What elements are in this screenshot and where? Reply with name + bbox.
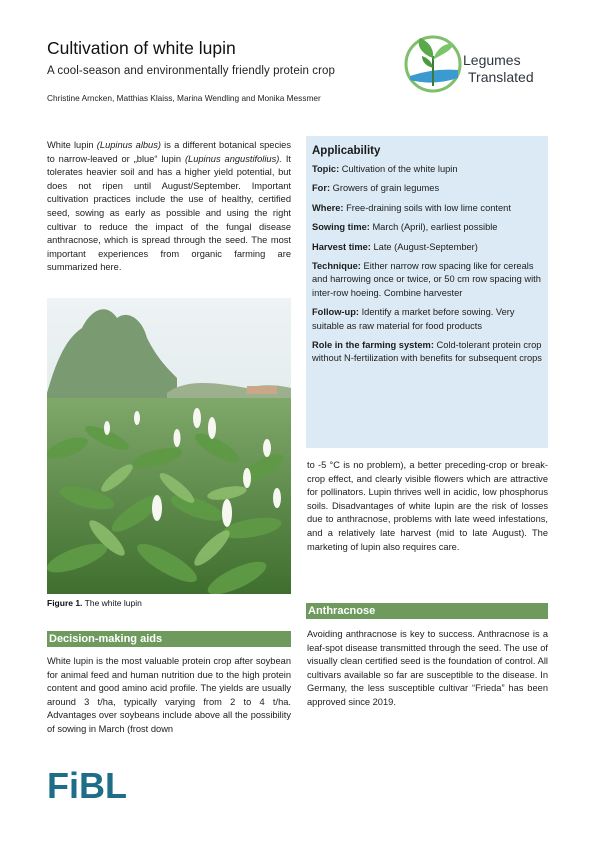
white-lupin-photo [47, 298, 291, 594]
applicability-item-technique: Technique: Either narrow row spacing like for cereals and harrowing once or twice, or 50 cm row spacing with inter-row hoeing. Combine harvester [312, 261, 541, 298]
applicability-item-follow-up: Follow-up: Identify a market before sowing. Very suitable as raw material for food products [312, 307, 515, 331]
logo-text-legumes: Legumes [463, 52, 521, 68]
authors-line: Christine Arncken, Matthias Klaiss, Marina Wendling and Monika Messmer [47, 93, 321, 103]
page-subtitle: A cool-season and environmentally friendly protein crop [47, 65, 336, 77]
intro-paragraph [47, 139, 291, 275]
intro-text-2: is a different botanical species to narrow-leaved or „blue“ lupin [47, 140, 291, 164]
intro-latin-name-1: (Lupinus albus) [96, 140, 161, 150]
applicability-title: Applicability [312, 145, 381, 157]
intro-text-1: White lupin [47, 140, 97, 150]
section-heading-anthracnose: Anthracnose [306, 603, 548, 619]
applicability-box [306, 136, 548, 448]
anthracnose-paragraph: Avoiding anthracnose is key to success. Anthracnose is a leaf-spot disease transmitted through the seed. The use of visually clean certified seed is the foundation of control. All cultivars available so far are susceptible to the disease. In Germany, the less susceptible cultivar “Frieda” has been approved since 2019. [307, 629, 548, 707]
figure-caption-text: The white lupin [82, 598, 142, 608]
svg-text:FiBL: FiBL [47, 767, 127, 801]
page-title: Cultivation of white lupin [47, 38, 236, 58]
continuation-paragraph: to -5 °C is no problem), a better preceding-crop or break-crop effect, and clearly visible flowers which are attractive for pollinators. Lupin thrives well in acidic, low phosphorus soils. Disadvantages of white lupin are the risk of losses due to anthracnose, problems with late weed infestations, and a relatively late harvest (mid to late August). The marketing of lupin also requires care. [307, 460, 548, 552]
applicability-item-for: For: Growers of grain legumes [312, 183, 440, 194]
figure-label: Figure 1. [47, 598, 83, 608]
applicability-item-role: Role in the farming system: Cold-tolerant protein crop without N-fertilization with benefits for subsequent crops [312, 340, 542, 364]
intro-latin-name-2: (Lupinus angustifolius). [184, 153, 282, 164]
figure-caption [47, 598, 142, 608]
decision-paragraph: White lupin is the most valuable protein crop after soybean for animal feed and human nutrition due to the high protein content and good amino acid profile. The yields are usually around 3 t/ha, typically varying from 2 to 4 t/ha. Advantages over soybeans include above all the possibility of sowing in March (frost down [47, 656, 291, 734]
intro-text-3: It tolerates heavier soil and has a higher yield potential, but does not ripen until August/September. Important cultivation practices include the use of healthy, certified seed, sowing as early as possible and using the right cultivar to reduce the impact of the fungal disease anthracnose, which is spread through the seed. The most important experiences from organic farming are summarized here. [47, 153, 291, 273]
applicability-item-topic: Topic: Cultivation of the white lupin [312, 164, 458, 174]
fibl-logo [47, 767, 127, 801]
section-heading-decision: Decision-making aids [47, 631, 291, 647]
applicability-item-sowing-time: Sowing time: March (April), earliest possible [312, 222, 498, 233]
logo-text-translated: Translated [468, 69, 534, 85]
applicability-item-where: Where: Free-draining soils with low lime content [312, 202, 511, 213]
applicability-item-harvest-time: Harvest time: Late (August-September) [312, 241, 478, 252]
